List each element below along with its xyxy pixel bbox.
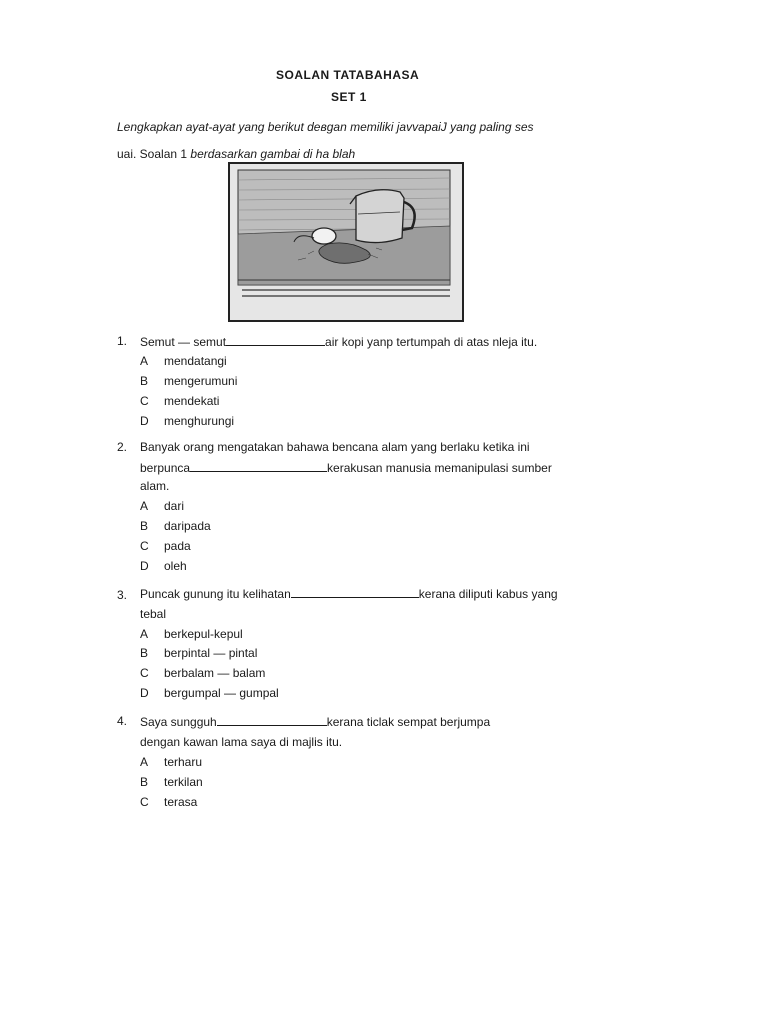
answer-blank-2[interactable] [190,460,327,472]
option-letter: B [140,646,149,660]
option-text: terasa [164,795,198,809]
question-4-text-before: Saya sungguh [140,715,217,729]
question-3-line-2: tebal [140,607,167,621]
option-letter: A [140,627,149,641]
question-1-text-before: Semut — semut [140,335,227,349]
option-letter: A [140,499,149,513]
question-2-option-a[interactable] [140,499,184,513]
question-2-option-c[interactable] [140,539,191,553]
option-letter: C [140,795,149,809]
question-1-text-after: air kopi yanp tertumpah di atas nleja itu. [325,335,538,349]
question-1-number: 1. [117,334,128,348]
option-text: daripada [164,519,211,533]
question-4-stem [140,714,490,729]
question-1-option-d[interactable] [140,414,234,428]
question-1 [117,334,127,348]
option-text: dari [164,499,185,513]
question-3-option-b[interactable] [140,646,257,660]
option-text: mendatangi [164,354,227,368]
question-2-stem [140,460,552,475]
question-3-number: 3. [117,588,128,602]
question-3-option-d[interactable] [140,686,279,700]
question-1-stem [140,334,537,349]
option-letter: C [140,666,149,680]
answer-blank-1[interactable] [226,334,325,346]
question-4-option-c[interactable] [140,795,197,809]
instruction-line-2-normal: uai. Soalan 1 [117,147,191,161]
document-title: SOALAN TATABAHASA [276,68,420,82]
question-2-number: 2. [117,440,128,454]
question-4-option-a[interactable] [140,755,202,769]
option-text: berkepul-kepul [164,627,243,641]
question-3-option-c[interactable] [140,666,265,680]
coffee-pot-spill-illustration [228,162,464,322]
option-text: menghurungi [164,414,235,428]
option-text: bergumpal — gumpal [164,686,279,700]
option-text: berpintal — pintal [164,646,258,660]
instruction-line-2 [117,147,355,161]
question-1-option-b[interactable] [140,374,237,388]
option-text: terkilan [164,775,203,789]
option-letter: B [140,374,149,388]
answer-blank-3[interactable] [291,586,419,598]
question-1-option-c[interactable] [140,394,219,408]
option-text: oleh [164,559,187,573]
question-4-option-b[interactable] [140,775,203,789]
option-letter: C [140,394,149,408]
option-text: pada [164,539,191,553]
option-letter: A [140,354,149,368]
question-3-text-after: kerana diliputi kabus yang [418,587,558,601]
set-label: SET 1 [331,90,367,104]
question-3-option-a[interactable] [140,627,243,641]
question-4-number: 4. [117,714,128,728]
question-2-text-after: kerakusan manusia memanipulasi sumber [327,461,552,475]
question-2-text-before: berpunca [140,461,191,475]
option-letter: B [140,519,149,533]
option-letter: D [140,414,149,428]
option-text: terharu [164,755,203,769]
question-2-line-3: alam. [140,479,170,493]
option-text: berbalam — balam [164,666,266,680]
option-letter: D [140,686,149,700]
option-letter: B [140,775,149,789]
question-4-line-2: dengan kawan lama saya di majlis itu. [140,735,343,749]
option-letter: C [140,539,149,553]
option-letter: A [140,755,149,769]
question-2-option-b[interactable] [140,519,211,533]
option-text: mengerumuni [164,374,238,388]
question-2-line-1: Banyak orang mengatakan bahawa bencana alam yang berlaku ketika ini [140,440,530,454]
instruction-line-2-italic: berdasarkan gambai di ha blah [190,147,356,161]
instruction-line-1: Lengkapkan ayat-ayat yang berikut deвgan memiliki javvapaiJ yang paling ses [117,120,534,134]
question-2-option-d[interactable] [140,559,187,573]
option-text: mendekati [164,394,220,408]
question-1-option-a[interactable] [140,354,227,368]
option-letter: D [140,559,149,573]
question-4-text-after: kerana ticlak sempat berjumpa [326,715,491,729]
question-3-text-before: Puncak gunung itu kelihatan [140,587,291,601]
answer-blank-4[interactable] [217,714,327,726]
question-3-stem [140,586,558,601]
